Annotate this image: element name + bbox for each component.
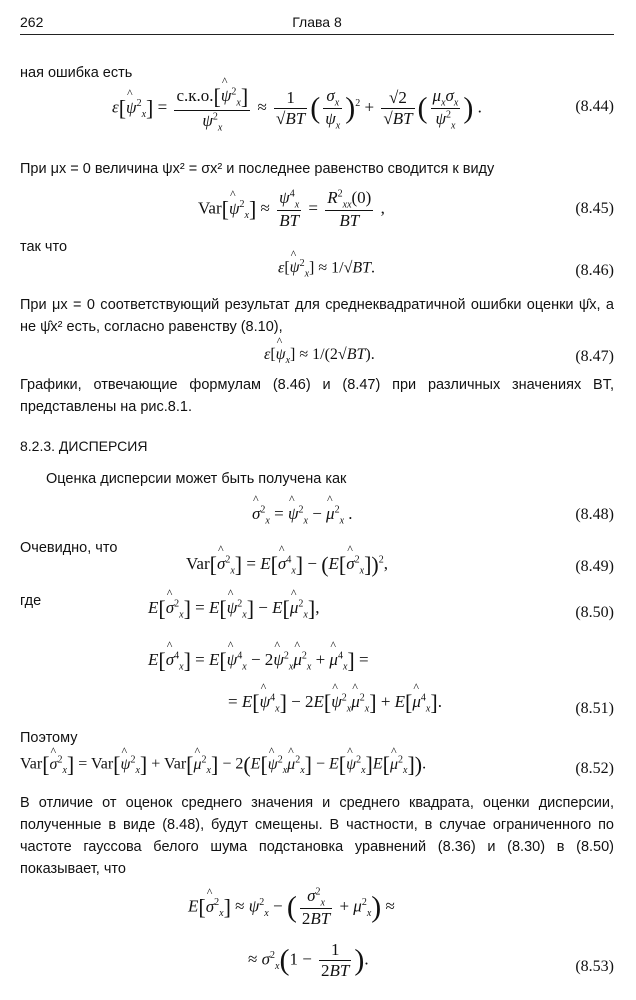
equation-number: (8.47): [575, 348, 614, 365]
var-operator: Var: [20, 755, 43, 773]
var-operator: Var: [198, 198, 222, 218]
chapter-title: Глава 8: [292, 14, 342, 30]
paragraph-10: В отличие от оценок среднего значения и среднего квадрата, оценки дисперсии, полученные в виде (8.48), будут смещены. В частности, в случае ограниченного по частоте гауссова белого шума подстановка уравнений (8.36) и (8.30) в (8.50) показывает, что: [20, 795, 614, 877]
equation-number: (8.52): [575, 760, 614, 777]
equation-8-51: E[^ $\sigma^4_x$] = E[^ $\psi^4_x$ − 2^ $\psi^2_x\^{}$ $\mu^2_x$ + ^ $\mu^4_x$] = = E[^ $\psi^4_x$] − 2E[^ $\psi^2_x\^{}$ $\mu^2_x$] + E[^ $\mu^4_x$]. (8.51): [20, 648, 614, 728]
equation-number: (8.48): [575, 506, 614, 523]
equation-8-48: ^ $\sigma^2_x$ = ^ $\psi^2_x$ − ^ $\mu^2_x$ . (8.48): [20, 500, 614, 530]
paragraph-2: При μx = 0 величина ψx² = σx² и последнее равенство сводится к виду: [20, 161, 495, 177]
equation-8-46: ε[^ $\psi^2_x] \approx 1/√BT$. (8.46): [20, 256, 614, 284]
equation-number: (8.49): [575, 558, 614, 575]
equation-8-49: Var[^ $\sigma^2_x$] = E[^ $\sigma^4_x$] − (E[^ $\sigma^2_x])^2$, (8.49): [20, 550, 614, 584]
equation-number: (8.50): [575, 604, 614, 621]
equation-8-50: E[^ $\sigma^2_x$] = E[^ $\psi^2_x$] − E[^ $\mu^2_x$], (8.50): [20, 596, 614, 630]
section-heading: 8.2.3. ДИСПЕРСИЯ: [20, 438, 148, 454]
paragraph-8: где: [20, 593, 42, 609]
equation-number: (8.51): [575, 700, 614, 717]
equation-number: (8.45): [575, 200, 614, 217]
equation-8-45: Var[^ $\psi^2_x$] ≈ $\frac{\psi^4_x}{BT}$ = $\frac{R^2_{xx}(0)}{BT}$ , (8.45): [20, 186, 614, 238]
page-header: [20, 12, 614, 35]
equation-number: (8.53): [575, 958, 614, 975]
sko-label: с.к.о.: [176, 85, 214, 105]
paragraph-3: так что: [20, 239, 68, 255]
paragraph-6: Оценка дисперсии может быть получена как: [46, 471, 347, 487]
paragraph-5: Графики, отвечающие формулам (8.46) и (8.47) при различных значениях BT, представлены на рис.8.1.: [20, 377, 614, 415]
page-number: 262: [20, 14, 44, 30]
paragraph-4: При μx = 0 соответствующий результат для среднеквадратичной ошибки оценки ψ̂x, а не ψ̂x² есть, согласно равенству (8.10),: [20, 297, 614, 335]
paragraph-9: Поэтому: [20, 730, 78, 746]
equation-8-47: ε[^ $\psi_x] \approx 1/(2√BT)$. (8.47): [20, 346, 614, 372]
equation-8-44: ε[^ $\psi^2_x$] = $\frac{с.к.о.[\^{} \psi^2_x]}{\psi^2_x}$ ≈ $\frac{1}{√BT}$ ( $\frac{\sigma_x}{\psi_x}$ )$^2$ + $\frac{√2}{√BT}$ ( $\frac{\mu_x\sigma_x}{\psi^2_x}$ ) . (8.44): [20, 80, 614, 138]
equation-8-53: E[^ $\sigma^2_x] \approx \psi^2_x$ − ( $\frac{\sigma^2_x}{2BT}$ + $\mu^2_x$) ≈ ≈ $\sigma^2_x(1$ − $\frac{1}{2BT}$ ). (8.53): [20, 882, 614, 994]
paragraph-1: ная ошибка есть: [20, 65, 133, 81]
equation-number: (8.44): [575, 98, 614, 115]
equation-number: (8.46): [575, 262, 614, 279]
var-operator: Var: [186, 553, 210, 573]
equation-8-52: Var[^ $\sigma^2_x$] = Var[^ $\psi^2_x$] + Var[^ $\mu^2_x$] − 2(E[^ $\psi^2_x\^{}$ $\mu^2_x$] − E[^ $\psi^2_x]E[\^{}$ $\mu^2_x$]). (8.52): [20, 752, 614, 788]
var-operator: Var: [163, 755, 187, 773]
paragraph-7: Очевидно, что: [20, 540, 118, 556]
var-operator: Var: [90, 755, 114, 773]
